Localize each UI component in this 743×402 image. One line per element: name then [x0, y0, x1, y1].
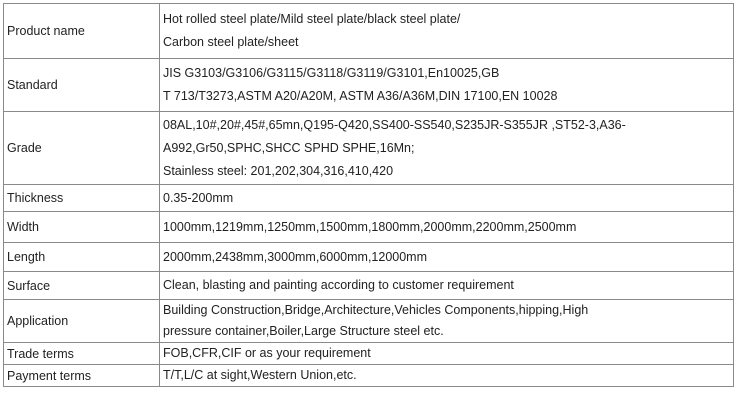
row-label: Grade — [4, 112, 160, 185]
row-label: Application — [4, 300, 160, 343]
value-line: Carbon steel plate/sheet — [163, 35, 299, 49]
value-line: 0.35-200mm — [163, 190, 234, 205]
table-row-application — [4, 300, 734, 343]
row-value — [160, 4, 734, 59]
spec-table-frame — [3, 3, 739, 398]
table-row-standard — [4, 59, 734, 112]
table-row-length — [4, 243, 734, 272]
row-value — [160, 272, 734, 300]
value-line: FOB,CFR,CIF or as your requirement — [163, 346, 371, 360]
value-line: 08AL,10#,20#,45#,65mn,Q195-Q420,SS400-SS540,S235JR-S355JR ,ST52-3,A36- — [163, 117, 626, 132]
value-line: JIS G3103/G3106/G3115/G3118/G3119/G3101,En10025,GB — [163, 66, 500, 80]
row-label: Trade terms — [4, 343, 160, 365]
table-row-payment-terms — [4, 365, 734, 387]
value-line: T/T,L/C at sight,Western Union,etc. — [163, 368, 357, 382]
table-row-width — [4, 212, 734, 243]
value-line: A992,Gr50,SPHC,SHCC SPHD SPHE,16Mn; — [163, 140, 415, 155]
value-line: Building Construction,Bridge,Architecture,Vehicles Components,hipping,High — [163, 303, 589, 317]
row-value — [160, 112, 734, 185]
row-label: Payment terms — [4, 365, 160, 387]
row-value — [160, 212, 734, 243]
table-row-product-name — [4, 4, 734, 59]
table-row-grade — [4, 112, 734, 185]
row-label: Length — [4, 243, 160, 272]
product-spec-table — [3, 3, 734, 387]
value-line: Clean, blasting and painting according to customer requirement — [163, 278, 514, 292]
row-value — [160, 185, 734, 212]
value-line: T 713/T3273,ASTM A20/A20M, ASTM A36/A36M,DIN 17100,EN 10028 — [163, 89, 558, 103]
value-line: Stainless steel: 201,202,304,316,410,420 — [163, 163, 394, 178]
value-line: 1000mm,1219mm,1250mm,1500mm,1800mm,2000mm,2200mm,2500mm — [163, 219, 577, 234]
table-row-thickness — [4, 185, 734, 212]
row-value — [160, 343, 734, 365]
table-row-surface — [4, 272, 734, 300]
row-label: Product name — [4, 4, 160, 59]
row-label: Thickness — [4, 185, 160, 212]
row-value — [160, 365, 734, 387]
row-label: Surface — [4, 272, 160, 300]
row-value — [160, 300, 734, 343]
table-row-trade-terms — [4, 343, 734, 365]
value-line: 2000mm,2438mm,3000mm,6000mm,12000mm — [163, 249, 428, 264]
row-label: Width — [4, 212, 160, 243]
row-label: Standard — [4, 59, 160, 112]
row-value — [160, 243, 734, 272]
value-line: Hot rolled steel plate/Mild steel plate/black steel plate/ — [163, 12, 461, 26]
row-value — [160, 59, 734, 112]
value-line: pressure container,Boiler,Large Structure steel etc. — [163, 324, 444, 338]
